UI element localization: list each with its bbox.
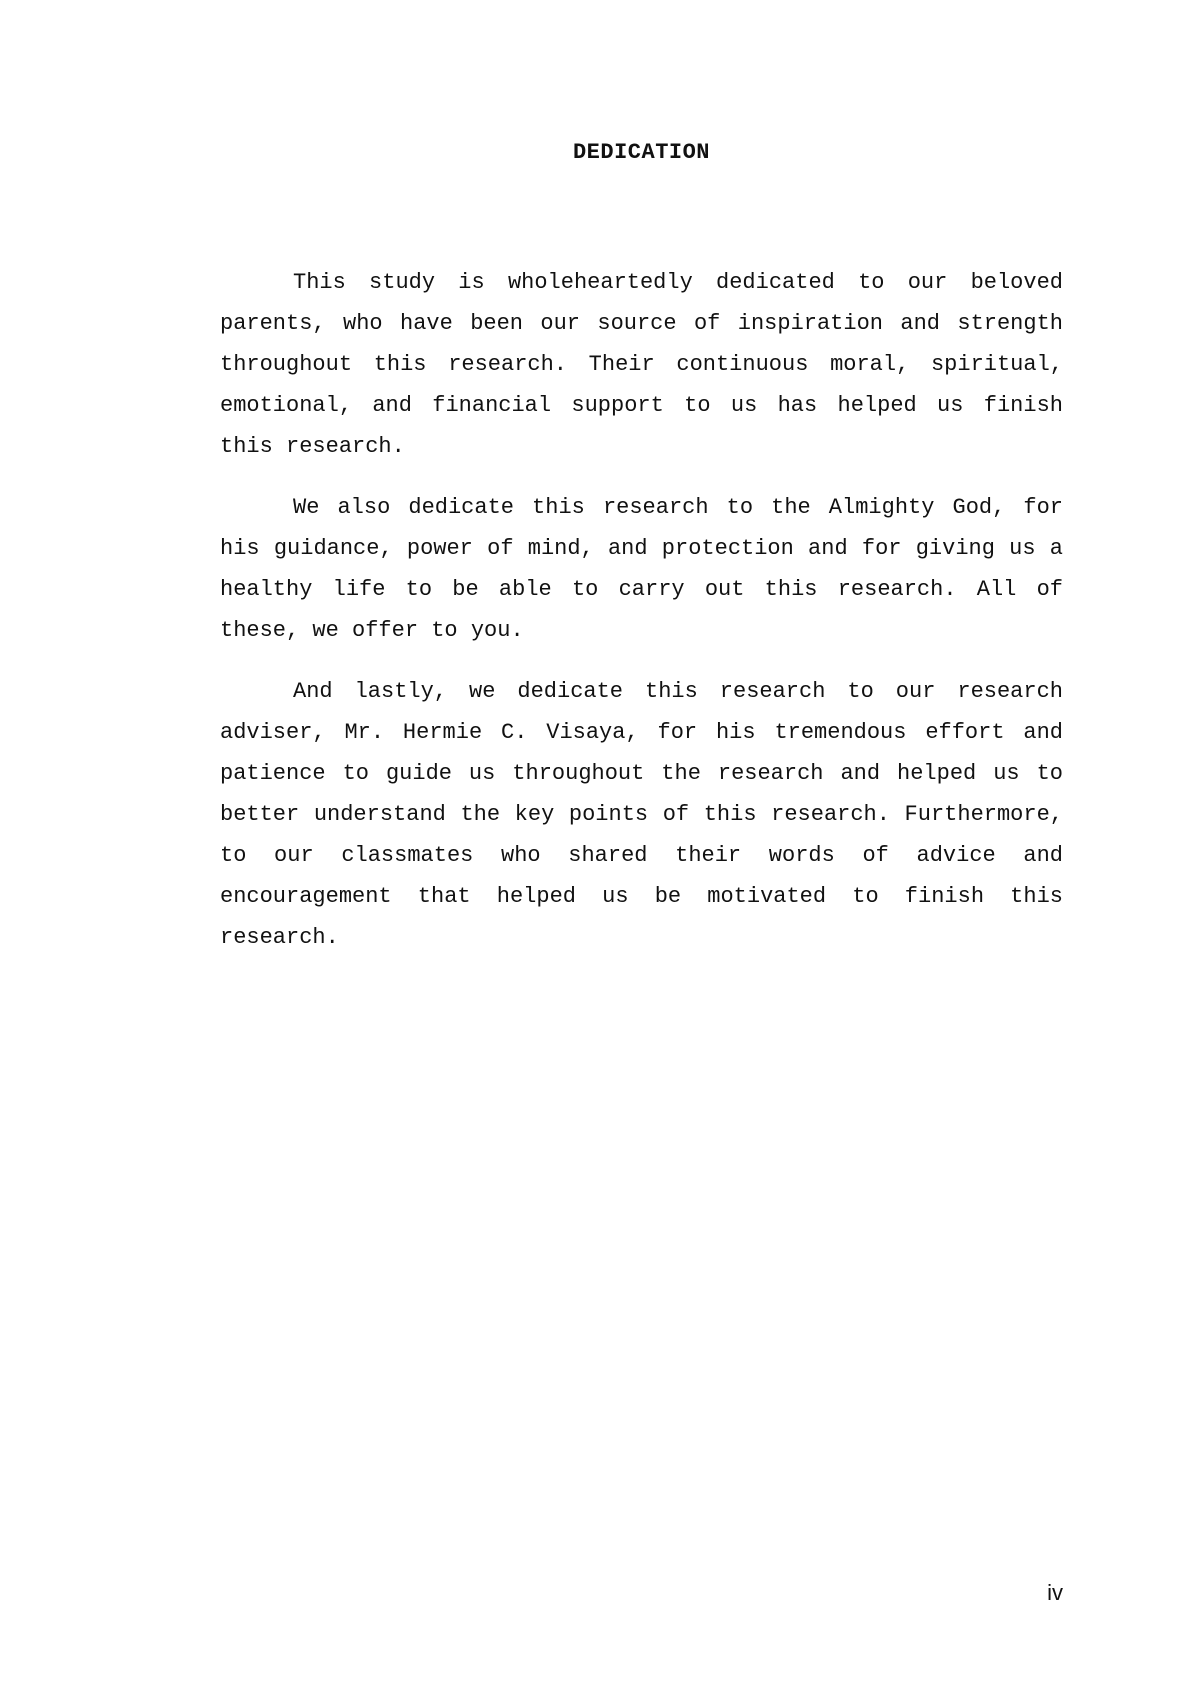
paragraph-adviser: And lastly, we dedicate this research to our research adviser, Mr. Hermie C. Visaya, for his tremendous effort and patience to guide us throughout the research and helped us to better understand the key points of this research. Furthermore, to our classmates who shared their words of advice and encouragement that helped us be motivated to finish this research.: [220, 679, 1063, 950]
dedication-body: [220, 262, 1063, 978]
paragraph-god: We also dedicate this research to the Almighty God, for his guidance, power of mind, and protection and for giving us a healthy life to be able to carry out this research. All of these, we offer to you.: [220, 495, 1063, 643]
paragraph-parents: This study is wholeheartedly dedicated to our beloved parents, who have been our source of inspiration and strength throughout this research. Their continuous moral, spiritual, emotional, and financial support to us has helped us finish this research.: [220, 270, 1063, 459]
page-title: DEDICATION: [572, 140, 711, 165]
page-number: iv: [1047, 1580, 1063, 1605]
